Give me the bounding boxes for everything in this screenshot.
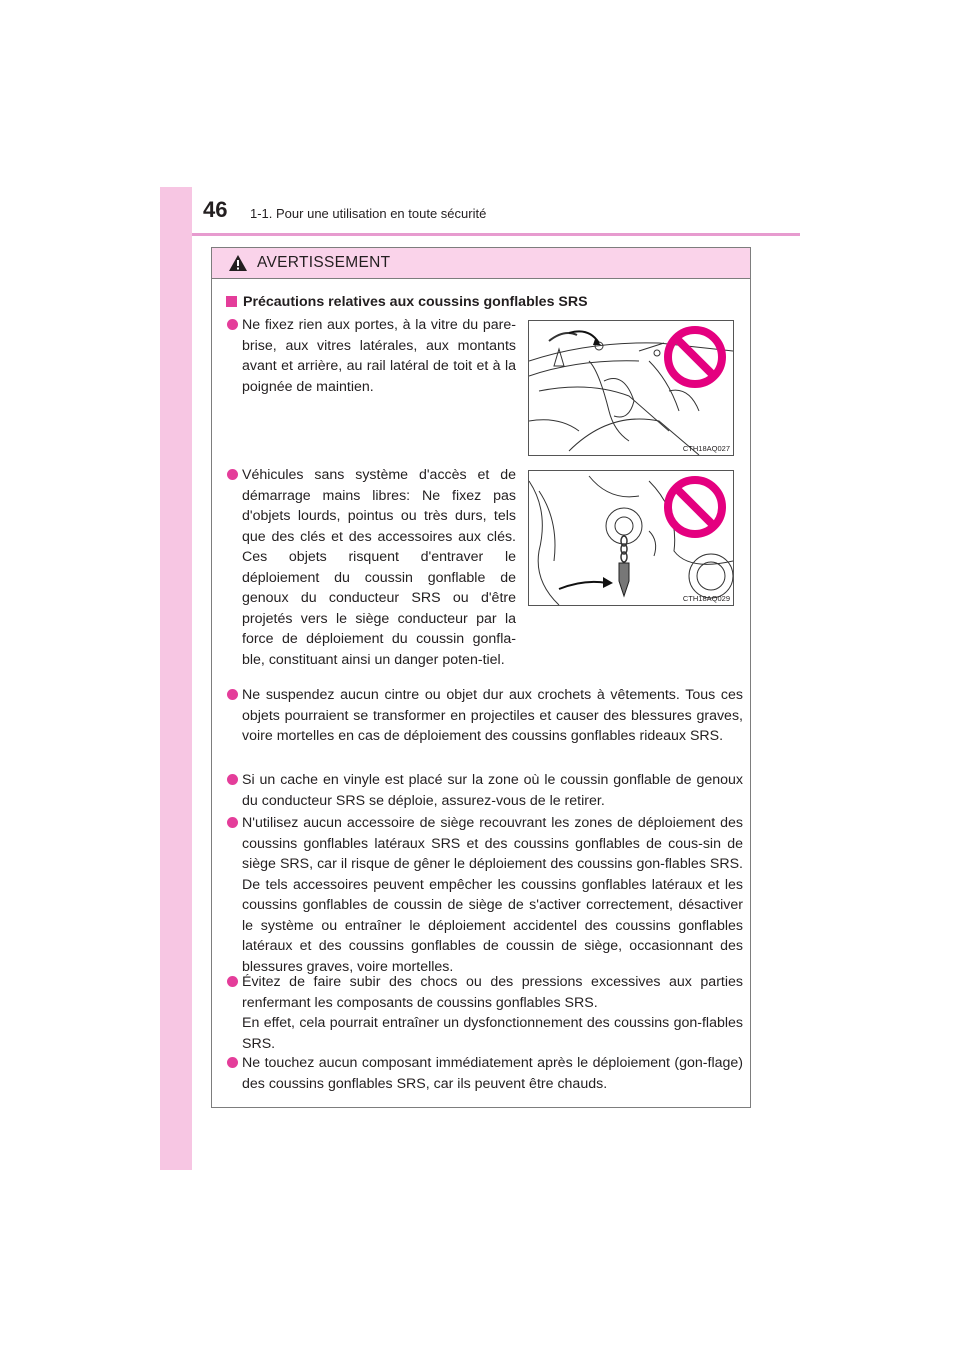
- bullet-icon: [227, 1057, 238, 1068]
- warning-subheading: Précautions relatives aux coussins gonflables SRS: [226, 293, 588, 311]
- bullet-icon: [227, 469, 238, 480]
- header-divider: [192, 233, 800, 236]
- page-number: 46: [203, 197, 228, 222]
- bullet-icon: [227, 817, 238, 828]
- list-item: Évitez de faire subir des chocs ou des pressions excessives aux parties renfermant les composants de coussins gonflables SRS. En effet, cela pourrait entraîner un dysfonctionnement des coussins gon-flables SRS.: [242, 972, 743, 1054]
- prohibited-icon: [663, 325, 727, 389]
- bullet-icon: [227, 976, 238, 987]
- figure-code: CTH18AQ029: [682, 594, 730, 603]
- section-title: 1-1. Pour une utilisation en toute sécurité: [250, 206, 487, 221]
- warning-box: [211, 247, 751, 1108]
- figure-ignition-key: [528, 470, 734, 606]
- chapter-sidebar-tab: [160, 187, 192, 1170]
- square-bullet-icon: [226, 296, 237, 307]
- list-item-continuation: En effet, cela pourrait entraîner un dysfonctionnement des coussins gon-flables SRS.: [242, 1015, 743, 1052]
- list-item: Véhicules sans système d'accès et de démarrage mains libres: Ne fixez pas d'objets lourds, pointus ou très durs, tels que des clés et des accessoires aux clés. Ces objets risquent d'entraver le déploiement du coussin gonflable de genoux du conducteur SRS ou d'être projetés vers le siège conducteur par la force de déploiement du coussin gonfla-ble, constituant ainsi un danger poten-tiel.: [242, 465, 516, 670]
- list-item: Ne touchez aucun composant immédiatement après le déploiement (gon-flage) des coussins gonflables SRS, car ils peuvent être chauds.: [242, 1053, 743, 1094]
- warning-header: [212, 248, 750, 279]
- list-item: Si un cache en vinyle est placé sur la zone où le coussin gonflable de genoux du conducteur SRS se déploie, assurez-vous de le retirer.: [242, 770, 743, 811]
- list-item: Ne fixez rien aux portes, à la vitre du pare-brise, aux vitres latérales, aux montants avant et arrière, au rail latéral de toit et à la poignée de maintien.: [242, 315, 516, 397]
- bullet-icon: [227, 774, 238, 785]
- figure-code: CTH18AQ027: [682, 444, 730, 453]
- figure-interior-roof-rail: [528, 320, 734, 456]
- bullet-icon: [227, 689, 238, 700]
- list-item: Ne suspendez aucun cintre ou objet dur aux crochets à vêtements. Tous ces objets pourraient se transformer en projectiles et causer des blessures graves, voire mortelles en cas de déploiement des coussins gonflables rideaux SRS.: [242, 685, 743, 747]
- list-item: N'utilisez aucun accessoire de siège recouvrant les zones de déploiement des coussins gonflables latéraux SRS et des coussins gonflables de cous-sin de siège SRS, car il risque de gêner le déploiement des coussins gon-flables SRS. De tels accessoires peuvent empêcher les coussins gonflables latéraux et les coussins gonflables de coussin de siège de s'activer correctement, désactiver le système ou entraîner le déploiement accidentel des coussins gonflables latéraux et des coussins gonflables de coussin de siège, occasionnant des blessures graves, voire mortelles.: [242, 813, 743, 977]
- bullet-icon: [227, 319, 238, 330]
- warning-label: AVERTISSEMENT: [257, 254, 391, 271]
- prohibited-icon: [663, 475, 727, 539]
- warning-triangle-icon: [228, 254, 248, 272]
